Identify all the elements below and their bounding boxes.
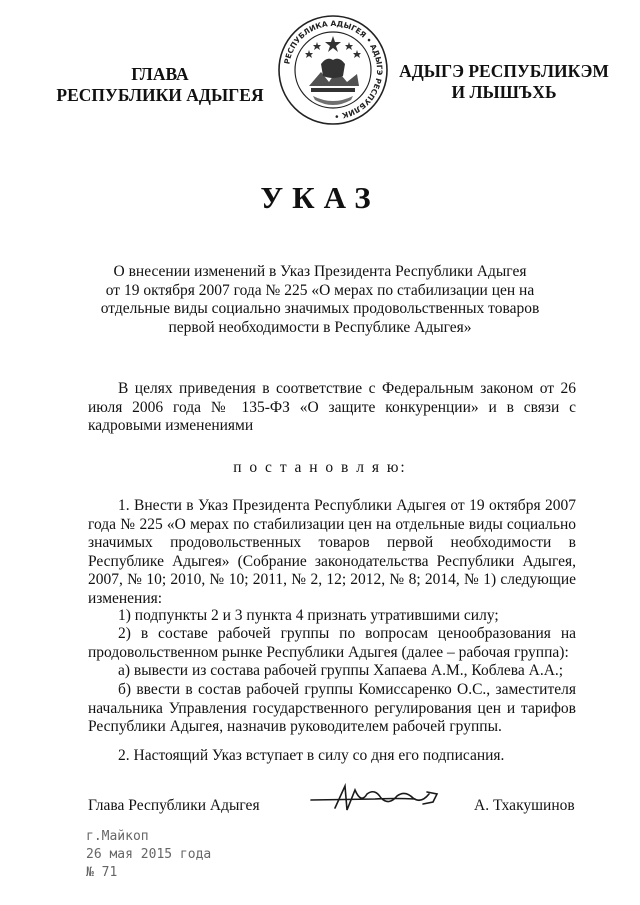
decree-word: п о с т а н о в л я ю: bbox=[233, 459, 407, 476]
subject-line-1: О внесении изменений в Указ Президента Республики Адыгея bbox=[113, 263, 527, 280]
subitem-2: 2) в составе рабочей группы по вопросам ценообразования на продовольственном рынке Республики Адыгея (далее – рабочая группа): bbox=[88, 625, 576, 661]
subject-line-4: первой необходимости в Республике Адыгея» bbox=[168, 318, 472, 336]
subitem-2b: б) ввести в состав рабочей группы Комиссаренко О.С., заместителя начальника Управления государственного регулирования цен и тарифов Республики Адыгея, назначив руководителем рабочей группы. bbox=[88, 681, 576, 735]
signatory-name: А. Тхакушинов bbox=[474, 797, 575, 814]
issue-date: 26 мая 2015 года bbox=[86, 847, 212, 862]
preamble-paragraph: В целях приведения в соответствие с Федеральным законом от 26 июля 2006 года № 135-ФЗ «О защите конкуренции» и в связи с кадровыми изменениями bbox=[88, 380, 576, 434]
document-subject bbox=[80, 263, 560, 337]
svg-text:РЕСПУБЛИКА АДЫГЕЯ • АДЫГЭ РЕСП: РЕСПУБЛИКА АДЫГЕЯ • АДЫГЭ РЕСПУБЛИК • bbox=[282, 18, 385, 122]
item-2-paragraph: 2. Настоящий Указ вступает в силу со дня его подписания. bbox=[118, 747, 505, 764]
republic-emblem-seal bbox=[277, 14, 389, 126]
issuer-adyghe-line-1: АДЫГЭ РЕСПУБЛИКЭМ bbox=[399, 61, 609, 81]
subject-line-2: от 19 октября 2007 года № 225 «О мерах по стабилизации цен на bbox=[105, 281, 535, 299]
subitem-1: 1) подпункты 2 и 3 пункта 4 признать утратившими силу; bbox=[118, 607, 499, 624]
signatory-position: Глава Республики Адыгея bbox=[88, 797, 260, 814]
issuer-line-1: ГЛАВА bbox=[131, 64, 189, 84]
decree-number: № 71 bbox=[86, 865, 118, 880]
issuer-line-2: РЕСПУБЛИКИ АДЫГЕЯ bbox=[56, 85, 264, 105]
issuer-adyghe-line-2: И ЛЫШЪХЬ bbox=[451, 82, 557, 102]
issuer-name-adyghe bbox=[388, 61, 620, 103]
issue-city: г.Майкоп bbox=[86, 829, 149, 844]
document-title: УКАЗ bbox=[260, 180, 380, 215]
subject-line-3: отдельные виды социально значимых продовольственных товаров bbox=[100, 300, 540, 317]
issuer-name-russian bbox=[45, 64, 275, 106]
subitem-2a: а) вывести из состава рабочей группы Хапаева А.М., Коблева А.А.; bbox=[118, 662, 564, 679]
item-1-paragraph: 1. Внести в Указ Президента Республики Адыгея от 19 октября 2007 года № 225 «О мерах по стабилизации цен на отдельные виды социально значимых продовольственных товаров первой необходимости в Республике Адыгея» (Собрание законодательства Республики Адыгея, 2007, № 10; 2010, № 10; 2011, № 2, 12; 2012, № 8; 2014, № 1) следующие изменения: bbox=[88, 497, 576, 607]
handwritten-signature bbox=[305, 780, 455, 820]
